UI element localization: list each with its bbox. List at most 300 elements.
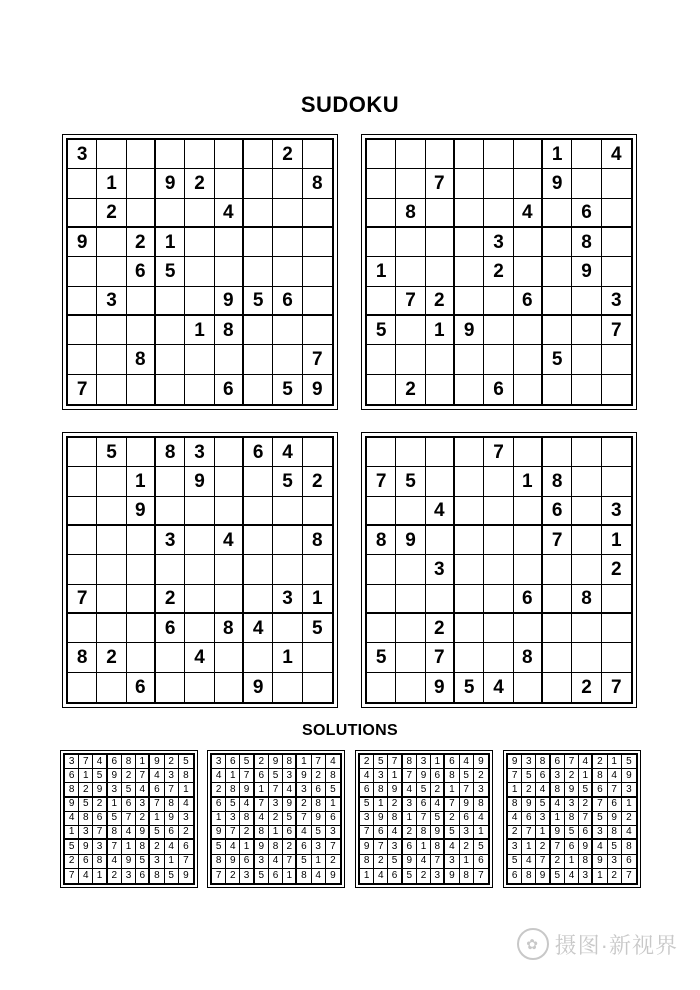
- puzzle-cell: [514, 555, 543, 584]
- puzzle-cell: [127, 438, 156, 467]
- puzzle-cell: [455, 140, 484, 169]
- solution-cell: 3: [122, 869, 136, 883]
- solution-cell: 9: [240, 783, 254, 797]
- puzzle-cell: [303, 555, 332, 584]
- puzzle-cell: 6: [127, 257, 156, 286]
- solution-cell: 3: [388, 840, 402, 854]
- puzzle-cell: 7: [68, 585, 97, 614]
- puzzle-cell: 3: [185, 438, 214, 467]
- solution-cell: 7: [431, 855, 445, 869]
- puzzle-cell: [215, 673, 244, 702]
- puzzle-cell: [602, 643, 631, 672]
- solution-cell: 4: [565, 869, 579, 883]
- puzzle-cell: 1: [273, 643, 302, 672]
- puzzle-cell: [215, 438, 244, 467]
- solution-cell: 2: [608, 869, 622, 883]
- puzzle-cell: [185, 287, 214, 316]
- solution-grid-3: [355, 750, 493, 888]
- solution-cell: 6: [269, 869, 283, 883]
- puzzle-cell: [244, 467, 273, 496]
- puzzle-cell: [484, 316, 513, 345]
- puzzle-cell: [396, 257, 425, 286]
- solution-cell: 5: [65, 840, 79, 854]
- watermark: [517, 928, 678, 960]
- puzzle-cell: [484, 345, 513, 374]
- puzzle-cell: 1: [426, 316, 455, 345]
- solution-cell: 4: [179, 798, 193, 812]
- puzzle-cell: 8: [303, 526, 332, 555]
- puzzle-cell: 7: [303, 345, 332, 374]
- puzzle-cell: [514, 228, 543, 257]
- solution-cell: 6: [255, 769, 269, 783]
- puzzle-cell: [367, 497, 396, 526]
- puzzle-cell: [185, 585, 214, 614]
- puzzle-cell: [367, 169, 396, 198]
- puzzle-cell: 7: [611, 676, 622, 698]
- puzzle-cell: 5: [455, 673, 484, 702]
- solution-cell: 7: [240, 769, 254, 783]
- solution-cell: 3: [255, 855, 269, 869]
- solution-cell: 8: [226, 783, 240, 797]
- solution-cell: 6: [150, 783, 164, 797]
- puzzle-cell: [572, 375, 601, 404]
- puzzle-cell: 9: [68, 228, 97, 257]
- puzzle-cell: 6: [484, 375, 513, 404]
- solution-cell: 1: [255, 783, 269, 797]
- puzzle-cell: [185, 497, 214, 526]
- puzzle-cell: [127, 375, 156, 404]
- solution-cell: 7: [360, 826, 374, 840]
- puzzle-cell: [455, 585, 484, 614]
- solution-cell: 7: [269, 783, 283, 797]
- puzzle-cell: [303, 643, 332, 672]
- solution-cell: 4: [122, 826, 136, 840]
- puzzle-cell: 3: [602, 497, 631, 526]
- solution-cell: 6: [297, 840, 311, 854]
- puzzle-cell: [185, 199, 214, 228]
- solution-cell: 3: [622, 783, 636, 797]
- puzzle-cell: 6: [127, 673, 156, 702]
- solution-cell: 7: [551, 840, 565, 854]
- solution-cell: 9: [593, 855, 607, 869]
- puzzle-cell: 2: [396, 375, 425, 404]
- puzzle-cell: 3: [156, 526, 185, 555]
- puzzle-cell: 9: [396, 526, 425, 555]
- puzzle-cell: [426, 140, 455, 169]
- puzzle-cell: [68, 257, 97, 286]
- solution-cell: 3: [417, 755, 431, 769]
- solution-cell: 2: [326, 855, 340, 869]
- puzzle-cell: 3: [273, 585, 302, 614]
- puzzle-cell: [303, 257, 332, 286]
- solution-cell: 8: [445, 769, 459, 783]
- puzzle-cell: [572, 287, 601, 316]
- solution-cell: 8: [179, 769, 193, 783]
- puzzle-cell: 9: [127, 497, 156, 526]
- puzzle-cell: 7: [396, 287, 425, 316]
- solution-cell: 9: [93, 783, 107, 797]
- solution-cell: 4: [431, 798, 445, 812]
- solution-cell: 3: [579, 869, 593, 883]
- puzzle-cell: [97, 228, 126, 257]
- puzzle-cell: [426, 526, 455, 555]
- puzzle-cell: 8: [367, 526, 396, 555]
- puzzle-cell: [396, 555, 425, 584]
- solution-cell: 2: [622, 812, 636, 826]
- solution-cell: 6: [622, 855, 636, 869]
- puzzle-cell: [273, 199, 302, 228]
- solution-cell: 6: [536, 769, 550, 783]
- solution-cell: 3: [522, 755, 536, 769]
- solution-cell: 2: [445, 812, 459, 826]
- solution-cell: 4: [445, 840, 459, 854]
- puzzle-cell: [156, 643, 185, 672]
- puzzle-cell: [244, 169, 273, 198]
- solution-cell: 9: [460, 798, 474, 812]
- puzzle-cell: 6: [514, 287, 543, 316]
- puzzle-cell: [68, 345, 97, 374]
- puzzle-cell: [303, 140, 332, 169]
- puzzle-cell: [514, 169, 543, 198]
- puzzle-cell: 4: [484, 673, 513, 702]
- puzzle-cell: [572, 467, 601, 496]
- puzzle-cell: [455, 287, 484, 316]
- solution-cell: 7: [136, 769, 150, 783]
- puzzle-cell: [543, 228, 572, 257]
- puzzle-cell: 4: [185, 643, 214, 672]
- solution-cell: 2: [593, 755, 607, 769]
- solution-cell: 6: [593, 783, 607, 797]
- solution-cell: 3: [165, 769, 179, 783]
- solution-cell: 3: [374, 769, 388, 783]
- solution-cell: 1: [403, 812, 417, 826]
- solution-cell: 7: [626, 869, 632, 881]
- solution-cell: 1: [165, 855, 179, 869]
- solution-cell: 1: [508, 783, 522, 797]
- puzzle-cell: [244, 257, 273, 286]
- puzzle-cell: [572, 614, 601, 643]
- puzzle-cell: [303, 497, 332, 526]
- puzzle-cell: [156, 316, 185, 345]
- puzzle-cell: [97, 140, 126, 169]
- solution-grid-4: [503, 750, 641, 888]
- solution-cell: 1: [360, 869, 374, 883]
- solution-cell: 2: [150, 840, 164, 854]
- solution-cell: 5: [269, 769, 283, 783]
- solution-cell: 4: [150, 769, 164, 783]
- puzzle-cell: [396, 345, 425, 374]
- solution-cell: 6: [551, 755, 565, 769]
- solution-cell: 1: [297, 755, 311, 769]
- puzzle-cell: [572, 140, 601, 169]
- solution-cell: 6: [508, 869, 522, 883]
- solution-cell: 8: [522, 869, 536, 883]
- puzzle-cell: 6: [543, 497, 572, 526]
- puzzle-cell: 4: [244, 614, 273, 643]
- solution-cell: 9: [330, 869, 336, 881]
- puzzle-cell: [367, 345, 396, 374]
- puzzle-cell: [97, 375, 126, 404]
- solution-cell: 1: [522, 840, 536, 854]
- solution-cell: 3: [179, 812, 193, 826]
- solution-cell: 5: [508, 855, 522, 869]
- puzzle-cell: [185, 257, 214, 286]
- puzzle-cell: [514, 438, 543, 467]
- puzzle-cell: [426, 438, 455, 467]
- sudoku-puzzle-2: [361, 134, 637, 410]
- puzzle-cell: 7: [367, 467, 396, 496]
- puzzle-cell: [396, 140, 425, 169]
- puzzle-cell: [602, 169, 631, 198]
- solution-cell: 8: [79, 812, 93, 826]
- solution-cell: 4: [608, 769, 622, 783]
- puzzle-cell: [127, 140, 156, 169]
- puzzle-cell: 8: [127, 345, 156, 374]
- puzzle-cell: 1: [367, 257, 396, 286]
- solution-cell: 7: [478, 869, 484, 881]
- solution-cell: 4: [388, 826, 402, 840]
- solution-cell: 8: [593, 769, 607, 783]
- solution-cell: 4: [551, 798, 565, 812]
- puzzle-cell: [215, 497, 244, 526]
- puzzle-cell: 8: [156, 438, 185, 467]
- solution-cell: 5: [360, 798, 374, 812]
- solution-cell: 3: [608, 855, 622, 869]
- solution-cell: 3: [269, 798, 283, 812]
- solution-cell: 8: [388, 812, 402, 826]
- puzzle-cell: [303, 438, 332, 467]
- puzzle-cell: [455, 497, 484, 526]
- solution-cell: 7: [608, 783, 622, 797]
- puzzle-cell: 4: [215, 526, 244, 555]
- solution-cell: 6: [326, 812, 340, 826]
- puzzle-cell: [514, 497, 543, 526]
- solution-cell: 9: [565, 783, 579, 797]
- solution-cell: 8: [212, 855, 226, 869]
- solution-cell: 8: [508, 798, 522, 812]
- puzzle-cell: [127, 585, 156, 614]
- puzzle-cell: [455, 345, 484, 374]
- solution-cell: 9: [283, 798, 297, 812]
- puzzle-cell: 3: [97, 287, 126, 316]
- solution-cell: 4: [93, 755, 107, 769]
- solution-cell: 4: [255, 812, 269, 826]
- solution-cell: 9: [608, 812, 622, 826]
- solution-cell: 3: [226, 812, 240, 826]
- solution-cell: 6: [403, 840, 417, 854]
- solution-cell: 5: [474, 840, 488, 854]
- solution-cell: 2: [297, 798, 311, 812]
- puzzle-cell: [484, 526, 513, 555]
- puzzle-cell: 5: [367, 316, 396, 345]
- puzzle-cell: [68, 287, 97, 316]
- puzzle-cell: [514, 316, 543, 345]
- solution-cell: 1: [240, 840, 254, 854]
- puzzle-cell: [215, 169, 244, 198]
- solution-cell: 7: [79, 755, 93, 769]
- puzzle-cell: [484, 497, 513, 526]
- puzzle-cell: 1: [602, 526, 631, 555]
- puzzle-cell: 9: [455, 316, 484, 345]
- solution-cell: 4: [212, 769, 226, 783]
- puzzle-cell: [185, 526, 214, 555]
- puzzle-cell: [215, 140, 244, 169]
- solution-cell: 6: [608, 798, 622, 812]
- puzzle-cell: [543, 673, 572, 702]
- puzzle-cell: [68, 673, 97, 702]
- puzzle-cell: [215, 585, 244, 614]
- solution-cell: 1: [374, 798, 388, 812]
- solution-cell: 5: [165, 869, 179, 883]
- puzzle-cell: 6: [215, 375, 244, 404]
- puzzle-cell: 4: [426, 497, 455, 526]
- solution-cell: 5: [312, 826, 326, 840]
- solution-grid-1: [60, 750, 198, 888]
- puzzle-cell: 7: [484, 438, 513, 467]
- solution-cell: 6: [312, 783, 326, 797]
- solution-cell: 7: [165, 783, 179, 797]
- solution-cell: 4: [136, 783, 150, 797]
- puzzle-cell: [68, 467, 97, 496]
- solution-cell: 1: [79, 769, 93, 783]
- solution-cell: 8: [417, 826, 431, 840]
- puzzle-cell: [455, 199, 484, 228]
- puzzle-cell: [543, 316, 572, 345]
- puzzle-cell: [543, 375, 572, 404]
- solution-cell: 9: [508, 755, 522, 769]
- puzzle-cell: 4: [215, 199, 244, 228]
- puzzle-cell: [543, 199, 572, 228]
- solution-cell: 4: [312, 869, 326, 883]
- solution-cell: 5: [179, 755, 193, 769]
- solution-cell: 4: [536, 783, 550, 797]
- solution-cell: 3: [297, 783, 311, 797]
- solution-cell: 4: [417, 855, 431, 869]
- puzzle-cell: [68, 555, 97, 584]
- puzzle-cell: [455, 467, 484, 496]
- puzzle-cell: [426, 467, 455, 496]
- puzzle-cell: 4: [273, 438, 302, 467]
- solution-cell: 1: [108, 798, 122, 812]
- puzzle-cell: 7: [426, 643, 455, 672]
- solution-cell: 6: [360, 783, 374, 797]
- puzzle-cell: 8: [396, 199, 425, 228]
- puzzle-cell: 2: [303, 467, 332, 496]
- puzzle-cell: [514, 140, 543, 169]
- puzzle-cell: 8: [572, 585, 601, 614]
- puzzle-cell: 9: [426, 673, 455, 702]
- puzzle-cell: [273, 257, 302, 286]
- puzzle-cell: [455, 555, 484, 584]
- solution-cell: 4: [326, 755, 340, 769]
- puzzle-cell: [244, 375, 273, 404]
- puzzle-cell: [97, 497, 126, 526]
- puzzle-cell: [273, 497, 302, 526]
- solution-cell: 8: [283, 755, 297, 769]
- puzzle-cell: [602, 438, 631, 467]
- solution-cell: 7: [150, 798, 164, 812]
- solution-cell: 7: [536, 855, 550, 869]
- solution-cell: 6: [388, 869, 402, 883]
- solution-cell: 4: [508, 812, 522, 826]
- solution-cell: 5: [622, 755, 636, 769]
- puzzle-cell: [273, 555, 302, 584]
- puzzle-cell: [68, 614, 97, 643]
- solution-cell: 5: [150, 826, 164, 840]
- solution-cell: 3: [360, 812, 374, 826]
- puzzle-cell: [156, 555, 185, 584]
- solution-cell: 7: [522, 826, 536, 840]
- solution-cell: 1: [269, 826, 283, 840]
- solution-cell: 7: [108, 840, 122, 854]
- solution-cell: 9: [108, 769, 122, 783]
- solution-cell: 5: [431, 812, 445, 826]
- puzzle-cell: [396, 316, 425, 345]
- solution-cells: [63, 753, 195, 885]
- solution-cells: [358, 753, 490, 885]
- puzzle-cell: 1: [97, 169, 126, 198]
- puzzle-cell: 1: [303, 585, 332, 614]
- solution-cell: 1: [593, 869, 607, 883]
- solution-cell: 3: [79, 826, 93, 840]
- puzzle-cell: [426, 345, 455, 374]
- puzzle-cell: [514, 345, 543, 374]
- solution-cell: 6: [108, 755, 122, 769]
- puzzle-cell: [602, 614, 631, 643]
- puzzle-cell: [97, 614, 126, 643]
- puzzle-cell: [602, 467, 631, 496]
- puzzle-cell: [543, 614, 572, 643]
- puzzle-cell: [273, 169, 302, 198]
- solution-cell: 3: [212, 755, 226, 769]
- puzzle-cell: [426, 228, 455, 257]
- solution-cell: 9: [417, 769, 431, 783]
- puzzle-cell: [156, 287, 185, 316]
- puzzle-cell: [156, 497, 185, 526]
- solution-cells: [506, 753, 638, 885]
- puzzle-cell: [572, 169, 601, 198]
- solution-cell: 6: [65, 769, 79, 783]
- puzzle-cell: [455, 228, 484, 257]
- solution-cell: 1: [474, 826, 488, 840]
- puzzle-cell: [572, 497, 601, 526]
- puzzle-cell: [215, 257, 244, 286]
- puzzle-cell: [215, 555, 244, 584]
- solution-cell: 3: [536, 812, 550, 826]
- puzzle-cell: 6: [514, 585, 543, 614]
- solution-cell: 1: [283, 869, 297, 883]
- solution-cell: 4: [593, 840, 607, 854]
- solution-cell: 2: [283, 840, 297, 854]
- puzzle-cell: [367, 375, 396, 404]
- solution-cell: 3: [326, 826, 340, 840]
- solution-cell: 8: [608, 826, 622, 840]
- solution-cell: 3: [551, 769, 565, 783]
- solution-cell: 8: [312, 798, 326, 812]
- solution-cell: 8: [240, 812, 254, 826]
- puzzle-cell: 8: [514, 643, 543, 672]
- puzzle-cell: [602, 345, 631, 374]
- solution-cell: 7: [579, 812, 593, 826]
- solution-cell: 9: [374, 812, 388, 826]
- solution-cell: 3: [136, 798, 150, 812]
- solution-cell: 9: [79, 840, 93, 854]
- puzzle-cell: [602, 257, 631, 286]
- puzzle-cell: [97, 345, 126, 374]
- puzzle-cell: [484, 643, 513, 672]
- solution-cell: 6: [522, 812, 536, 826]
- puzzle-cell: [367, 555, 396, 584]
